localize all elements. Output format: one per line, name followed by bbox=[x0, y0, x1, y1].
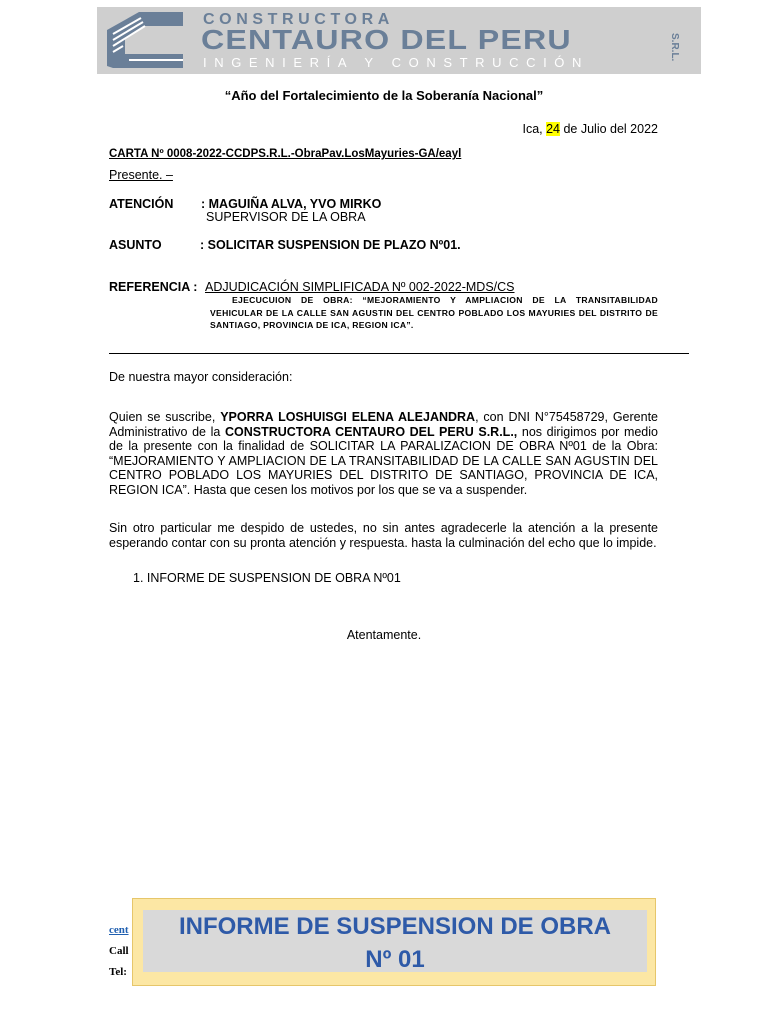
banner-title-line2: Nº 01 bbox=[365, 946, 425, 973]
asunto-value: : SOLICITAR SUSPENSION DE PLAZO Nº01. bbox=[200, 238, 461, 252]
date-prefix: Ica, bbox=[522, 122, 547, 136]
asunto-label: ASUNTO bbox=[109, 238, 162, 252]
banner-inner-box bbox=[143, 910, 647, 972]
date-suffix: de Julio del 2022 bbox=[560, 122, 658, 136]
presente-label: Presente. – bbox=[109, 168, 173, 182]
signer-name: YPORRA LOSHUISGI ELENA ALEJANDRA bbox=[220, 410, 476, 424]
divider-line bbox=[109, 353, 689, 354]
footer-phone-partial: Tel: bbox=[109, 966, 127, 978]
body-paragraph-1 bbox=[109, 410, 658, 498]
greeting: De nuestra mayor consideración: bbox=[109, 370, 293, 384]
company-name: CONSTRUCTORA CENTAURO DEL PERU S.R.L., bbox=[224, 424, 518, 439]
referencia-label: REFERENCIA : bbox=[109, 280, 198, 294]
footer-email-partial: cent bbox=[109, 924, 129, 936]
atencion-label: ATENCIÓN bbox=[109, 197, 174, 211]
atencion-value: : MAGUIÑA ALVA, YVO MIRKO bbox=[201, 197, 382, 211]
date-day-highlight: 24 bbox=[546, 122, 560, 136]
logo-company-name: CENTAURO DEL PERU bbox=[201, 24, 572, 55]
referencia-detail: EJECUCUION DE OBRA: “MEJORAMIENTO Y AMPLIACION DE LA TRANSITABILIDAD VEHICULAR DE LA CALLE SAN AGUSTIN DEL CENTRO POBLADO LOS MAYURIES DEL DISTRITO DE SANTIAGO, PROVINCIA DE ICA, REGION ICA”. bbox=[210, 295, 658, 330]
logo-line1: CONSTRUCTORA bbox=[203, 11, 394, 28]
banner-title-line1: INFORME DE SUSPENSION DE OBRA bbox=[178, 913, 612, 940]
letter-date bbox=[522, 122, 658, 136]
body-paragraph-2: Sin otro particular me despido de ustedes, no sin antes agradecerle la atención a la presente esperando contar con su pronta atención y respuesta. hasta la culminación del echo que lo impide. bbox=[109, 521, 658, 550]
p1-intro: Quien se suscribe, bbox=[109, 410, 221, 424]
centauro-logo-mark-icon bbox=[99, 8, 191, 73]
logo-tagline: INGENIERÍA Y CONSTRUCCIÓN bbox=[203, 55, 589, 70]
company-logo bbox=[97, 7, 701, 74]
letter-reference-number: CARTA Nº 0008-2022-CCDPS.R.L.-ObraPav.LosMayuries-GA/eayl bbox=[109, 148, 462, 160]
atencion-role: SUPERVISOR DE LA OBRA bbox=[206, 210, 366, 224]
year-motto: “Año del Fortalecimiento de la Soberanía Nacional” bbox=[224, 88, 544, 103]
referencia-value: ADJUDICACIÓN SIMPLIFICADA Nº 002-2022-MDS/CS bbox=[205, 280, 515, 294]
p1-body: nos dirigimos por medio de la presente con la finalidad de SOLICITAR LA PARALIZACION DE OBRA Nº01 de la Obra: “MEJORAMIENTO Y AMPLIACION DE LA TRANSITABILIDAD DE LA CALLE SAN AGUSTIN DEL CENTRO POBLADO LOS MAYURIES DEL DISTRITO DE SANTIAGO, PROVINCIA DE ICA, REGION ICA”. Hasta que cesen los motivos por los que se va a suspender. bbox=[109, 424, 658, 497]
attachment-list-item: 1. INFORME DE SUSPENSION DE OBRA Nº01 bbox=[133, 571, 401, 585]
banner-title bbox=[143, 910, 647, 976]
footer-address-partial: Call bbox=[109, 945, 129, 957]
logo-suffix: S.R.L. bbox=[669, 33, 680, 62]
p1-dni: , con DNI N°75458729, Gerente Administrativo de la bbox=[109, 410, 659, 439]
closing: Atentamente. bbox=[346, 628, 422, 642]
report-title-banner bbox=[132, 898, 656, 986]
